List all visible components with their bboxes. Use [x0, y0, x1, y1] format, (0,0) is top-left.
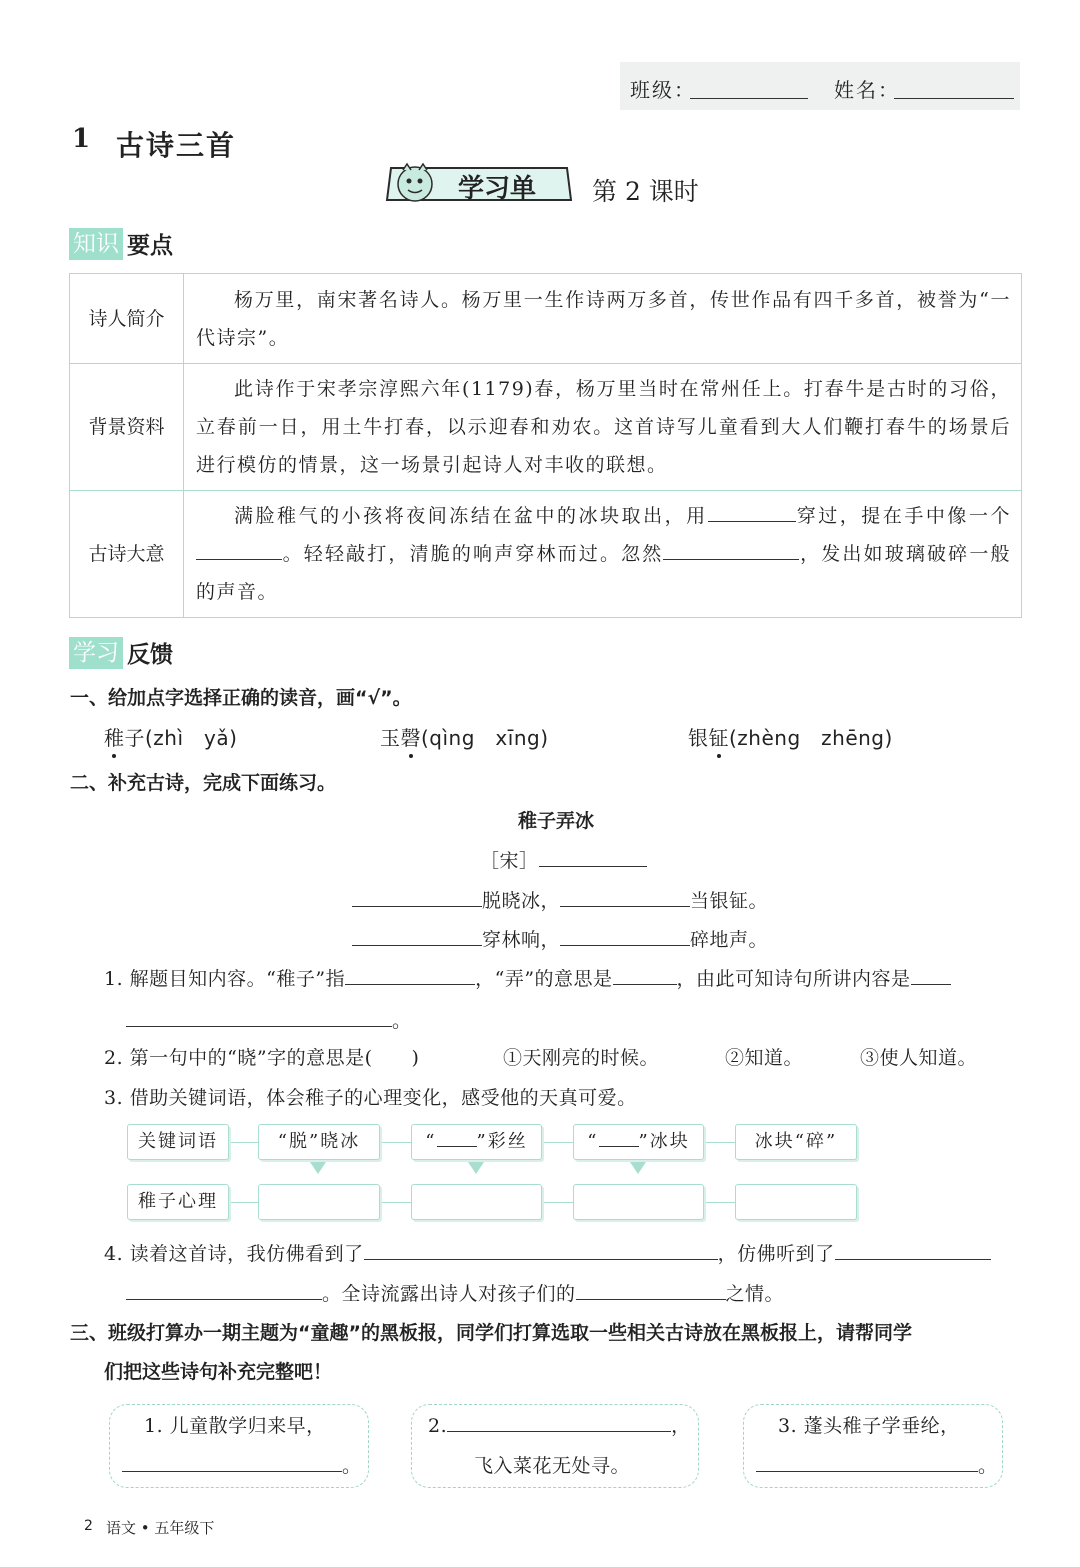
- blank-field[interactable]: [437, 1128, 477, 1147]
- class-field[interactable]: [690, 76, 808, 99]
- card-text: 1. 儿童散学归来早，: [144, 1415, 326, 1437]
- blank-field[interactable]: [126, 1280, 322, 1300]
- text-segment: 满脸稚气的小孩将夜间冻结在盆中的冰块取出，用: [234, 505, 708, 527]
- poem-card-3: [743, 1404, 1003, 1488]
- knowledge-highlight: 知识: [69, 228, 123, 260]
- blank-field[interactable]: [352, 887, 482, 907]
- knowledge-title: 要点: [127, 233, 173, 259]
- row-label: 诗人简介: [70, 274, 184, 364]
- key-words-label: 关键词语: [127, 1124, 229, 1160]
- poem-text: 当银钲。: [690, 890, 769, 912]
- text-segment: ，由此可知诗句所讲内容是: [676, 968, 911, 990]
- poem-line-1: [352, 886, 768, 913]
- text-segment: ，仿佛听到了: [717, 1243, 835, 1265]
- mind-answer-box[interactable]: [735, 1184, 857, 1220]
- key-word-box: “脱”晓冰: [258, 1124, 380, 1160]
- text-segment: 。全诗流露出诗人对孩子们的: [322, 1283, 576, 1305]
- pinyin-item: [380, 722, 549, 751]
- poem-text: 碎地声。: [690, 929, 769, 951]
- blank-field[interactable]: [560, 887, 690, 907]
- poem-text: 脱晓冰，: [482, 890, 561, 912]
- poem-card-2: [411, 1404, 699, 1488]
- text-segment: 1. 解题目知内容。“稚子”指: [104, 968, 346, 990]
- down-arrow-icon: [310, 1162, 326, 1174]
- feedback-header: [69, 636, 173, 669]
- banner-label: 学习单: [458, 174, 537, 204]
- poem-card-1: [109, 1404, 369, 1488]
- mind-answer-box[interactable]: [573, 1184, 704, 1220]
- sub-question-4: [104, 1239, 991, 1266]
- dotted-char: 稚: [104, 722, 125, 751]
- question-2-title: 二、补充古诗，完成下面练习。: [70, 772, 337, 794]
- text-segment: 4. 读着这首诗，我仿佛看到了: [104, 1243, 364, 1265]
- dynasty: ［宋］: [480, 850, 539, 872]
- card-answer-line: [122, 1451, 362, 1478]
- blank-field[interactable]: [663, 540, 799, 560]
- key-word-box: [411, 1124, 542, 1160]
- pinyin-options[interactable]: (zhì yǎ): [145, 726, 238, 750]
- pinyin-options[interactable]: (zhèng zhēng): [729, 726, 893, 750]
- blank-field[interactable]: [364, 1240, 718, 1260]
- book-name: 语文 • 五年级下: [106, 1519, 215, 1537]
- option-3[interactable]: ③使人知道。: [860, 1047, 978, 1069]
- text-segment: “: [425, 1131, 437, 1152]
- card-text: 飞入菜花无处寻。: [474, 1455, 631, 1477]
- text-segment: 穿过，提在手中像一个: [795, 505, 1011, 527]
- question-1-title: 一、给加点字选择正确的读音，画“√”。: [70, 687, 412, 709]
- blank-field[interactable]: [345, 965, 475, 985]
- blank-field[interactable]: [599, 1128, 639, 1147]
- dotted-char: 钲: [709, 722, 730, 751]
- sub-question-1-cont: [126, 1006, 412, 1033]
- question-3-title: 三、班级打算办一期主题为“童趣”的黑板报，同学们打算选取一些相关古诗放在黑板报上，请帮同学: [70, 1322, 912, 1344]
- text-segment: ，: [671, 1415, 691, 1437]
- key-word-box: 冰块“碎”: [735, 1124, 857, 1160]
- sub-question-4-cont: [126, 1279, 784, 1306]
- char: 银: [688, 726, 709, 750]
- blank-field[interactable]: [122, 1452, 342, 1472]
- feedback-highlight: 学习: [69, 637, 123, 669]
- down-arrow-icon: [468, 1162, 484, 1174]
- sub-question-2: 2. 第一句中的“晓”字的意思是( ): [104, 1047, 420, 1069]
- text-segment: 之情。: [725, 1283, 785, 1305]
- pinyin-item: [104, 722, 237, 751]
- option-2[interactable]: ②知道。: [725, 1047, 804, 1069]
- text-segment: 。: [392, 1010, 412, 1032]
- down-arrow-icon: [630, 1162, 646, 1174]
- text-segment: 。: [978, 1455, 998, 1477]
- poem-title: 稚子弄冰: [518, 810, 595, 832]
- card-text: 3. 蓬头稚子学垂纶，: [778, 1415, 960, 1437]
- lesson-number: 1: [72, 124, 91, 154]
- question-3-title-cont: 们把这些诗句补充完整吧！: [104, 1361, 333, 1383]
- row-label: 古诗大意: [70, 491, 184, 618]
- mind-answer-box[interactable]: [411, 1184, 542, 1220]
- page-number: 2: [84, 1518, 93, 1534]
- sub-question-3: 3. 借助关键词语，体会稚子的心理变化，感受他的天真可爱。: [104, 1087, 637, 1109]
- table-row: [70, 274, 1022, 364]
- char: 玉: [380, 726, 401, 750]
- text-segment: ”彩丝: [476, 1131, 528, 1152]
- option-1[interactable]: ①天刚亮的时候。: [503, 1047, 660, 1069]
- text-segment: 。: [342, 1455, 362, 1477]
- blank-field[interactable]: [756, 1452, 978, 1472]
- row-label: 背景资料: [70, 364, 184, 491]
- pinyin-item: [688, 722, 893, 751]
- row-text: 杨万里，南宋著名诗人。杨万里一生作诗两万多首，传世作品有四千多首，被誉为“一代诗宗”。: [184, 274, 1022, 364]
- knowledge-header: [69, 227, 173, 260]
- feedback-title: 反馈: [127, 642, 173, 668]
- blank-field[interactable]: [560, 926, 690, 946]
- dotted-char: 磬: [401, 722, 422, 751]
- blank-field[interactable]: [447, 1412, 671, 1432]
- lesson-period: 第 2 课时: [592, 177, 699, 206]
- poem-author-line: [480, 846, 647, 873]
- author-blank[interactable]: [539, 847, 647, 867]
- blank-field[interactable]: [352, 926, 482, 946]
- mind-answer-box[interactable]: [258, 1184, 380, 1220]
- text-segment: ，“弄”的意思是: [475, 968, 613, 990]
- mind-label: 稚子心理: [127, 1184, 229, 1220]
- poem-text: 穿林响，: [482, 929, 561, 951]
- blank-field[interactable]: [126, 1007, 392, 1027]
- blank-field[interactable]: [708, 502, 796, 522]
- key-word-box: [573, 1124, 704, 1160]
- blank-field[interactable]: [835, 1240, 991, 1260]
- table-row: [70, 364, 1022, 491]
- poem-line-2: [352, 925, 768, 952]
- name-field[interactable]: [894, 76, 1014, 99]
- card-answer-line: [756, 1451, 998, 1478]
- text-segment: ，发出如玻璃破碎一般的声音。: [196, 543, 1011, 603]
- text-segment: 。轻轻敲打，清脆的响声穿林而过。忽然: [282, 543, 664, 565]
- pinyin-options[interactable]: (qìng xīng): [421, 726, 549, 750]
- row-text-with-blanks: [184, 491, 1022, 618]
- blank-field[interactable]: [576, 1280, 726, 1300]
- text-segment: 2.: [428, 1415, 448, 1437]
- row-text: 此诗作于宋孝宗淳熙六年(1179)春，杨万里当时在常州任上。打春牛是古时的习俗，立春前一日，用土牛打春，以示迎春和劝农。这首诗写儿童看到大人们鞭打春牛的场景后进行模仿的情景，这一场景引起诗人对丰收的联想。: [184, 364, 1022, 491]
- card-answer-line: [428, 1411, 691, 1438]
- blank-field[interactable]: [196, 540, 282, 560]
- lesson-title: 古诗三首: [116, 129, 237, 162]
- sub-question-1: [104, 964, 951, 991]
- blank-field[interactable]: [911, 965, 951, 985]
- text-segment: ”冰块: [638, 1131, 690, 1152]
- knowledge-table: [69, 273, 1022, 618]
- text-segment: “: [587, 1131, 599, 1152]
- char: 子: [124, 726, 145, 750]
- table-row: [70, 491, 1022, 618]
- blank-field[interactable]: [613, 965, 677, 985]
- class-label: 班级：: [630, 78, 696, 102]
- name-label: 姓名：: [834, 78, 900, 102]
